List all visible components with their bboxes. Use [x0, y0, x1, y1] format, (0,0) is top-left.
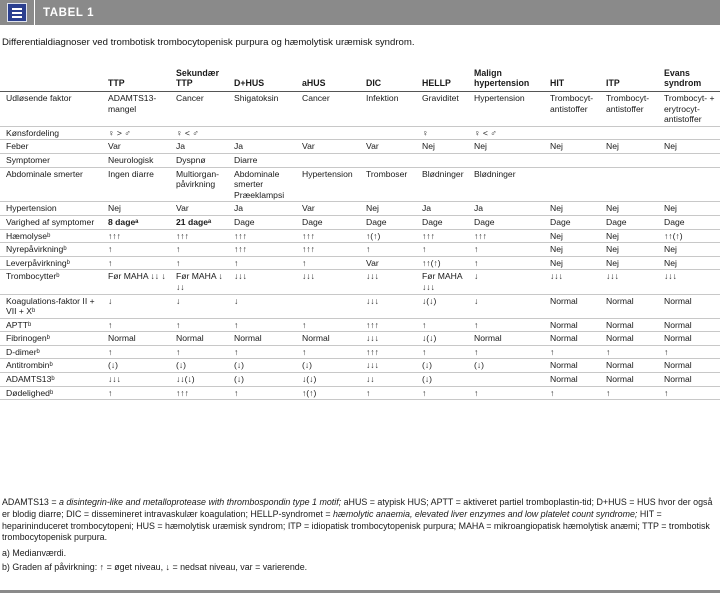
table-cell: ↑↑(↑) — [420, 256, 472, 270]
table-cell: Nej — [548, 229, 604, 243]
table-cell: ↓↓↓ — [364, 359, 420, 373]
table-cell: Var — [174, 202, 232, 216]
table-cell: ↑↑↑ — [174, 386, 232, 400]
table-cell: Hypertension — [300, 167, 364, 202]
table-cell: Diarre — [232, 153, 300, 167]
table-cell: ↑↑↑ — [106, 229, 174, 243]
table-cell — [420, 153, 472, 167]
table-cell: ↑ — [106, 243, 174, 257]
table-cell: Nej — [106, 202, 174, 216]
table-cell: Ja — [174, 140, 232, 154]
table-cell: Ja — [232, 202, 300, 216]
row-label: Symptomer — [0, 153, 106, 167]
column-header: Evans syndrom — [662, 58, 720, 92]
row-label: Feber — [0, 140, 106, 154]
table-cell: Normal — [232, 332, 300, 346]
table-cell: ↑↑↑ — [300, 243, 364, 257]
row-label: Koagulations-faktor II + VII + Xᵇ — [0, 294, 106, 318]
table-cell: Normal — [662, 294, 720, 318]
table-cell: Abdominale smerter Præeklampsi — [232, 167, 300, 202]
table-cell: ↑ — [174, 345, 232, 359]
column-header: Sekundær TTP — [174, 58, 232, 92]
row-label: Nyrepåvirkningᵇ — [0, 243, 106, 257]
column-header: D+HUS — [232, 58, 300, 92]
table-cell: Dage — [548, 215, 604, 229]
table-row — [0, 153, 720, 167]
table-cell: ↑↑↑ — [232, 229, 300, 243]
table-cell: ↑ — [364, 386, 420, 400]
differential-diagnosis-table — [0, 58, 720, 400]
table-cell — [548, 126, 604, 140]
row-label: D-dimerᵇ — [0, 345, 106, 359]
table-cell: Før MAHA ↓↓↓ — [420, 270, 472, 294]
table-cell: ↑ — [300, 256, 364, 270]
table-cell — [364, 153, 420, 167]
table-cell: Dage — [232, 215, 300, 229]
table-cell: Nej — [364, 202, 420, 216]
table-cell: ↑(↑) — [364, 229, 420, 243]
table-cell: Dage — [300, 215, 364, 229]
table-cell: Før MAHA ↓ ↓↓ — [174, 270, 232, 294]
table-cell: ↓↓↓ — [662, 270, 720, 294]
table-cell: Normal — [300, 332, 364, 346]
table-cell: ↓↓↓ — [364, 270, 420, 294]
table-cell: ↑ — [662, 386, 720, 400]
table-cell: ↑↑↑ — [232, 243, 300, 257]
table-row — [0, 359, 720, 373]
table-cell: ↑ — [106, 345, 174, 359]
table-cell: (↓) — [232, 373, 300, 387]
table-cell — [548, 153, 604, 167]
bottom-rule — [0, 590, 720, 593]
table-cell: ↑ — [106, 318, 174, 332]
table-cell: ↑ — [548, 345, 604, 359]
table-cell: Cancer — [174, 92, 232, 127]
column-header: TTP — [106, 58, 174, 92]
table-cell: ↑ — [472, 345, 548, 359]
column-header: aHUS — [300, 58, 364, 92]
table-cell — [662, 153, 720, 167]
table-cell: Normal — [662, 332, 720, 346]
table-cell: ↑ — [174, 318, 232, 332]
row-label: Dødelighedᵇ — [0, 386, 106, 400]
table-cell: Var — [300, 202, 364, 216]
table-cell: Nej — [604, 243, 662, 257]
table-cell: (↓) — [232, 359, 300, 373]
row-label: ADAMTS13ᵇ — [0, 373, 106, 387]
table-cell — [300, 294, 364, 318]
table-cell: (↓) — [106, 359, 174, 373]
table-cell: Blødninger — [472, 167, 548, 202]
table-cell: ↑ — [662, 345, 720, 359]
table-cell — [364, 126, 420, 140]
table-footnotes — [2, 497, 718, 576]
table-cell: ↑↑↑ — [420, 229, 472, 243]
row-label: Leverpåvirkningᵇ — [0, 256, 106, 270]
table-cell: ↓↓↓ — [106, 373, 174, 387]
table-cell: ↓↓↓ — [232, 270, 300, 294]
table-row — [0, 373, 720, 387]
row-label: Abdominale smerter — [0, 167, 106, 202]
table-cell: ↑ — [364, 243, 420, 257]
table-cell: ↑ — [420, 243, 472, 257]
table-cell: Multiorgan-påvirkning — [174, 167, 232, 202]
table-cell: Nej — [548, 202, 604, 216]
row-label: Kønsfordeling — [0, 126, 106, 140]
table-cell: Hypertension — [472, 92, 548, 127]
table-cell: (↓) — [420, 359, 472, 373]
table-cell: Var — [364, 256, 420, 270]
table-cell: Var — [300, 140, 364, 154]
table-cell: Normal — [662, 359, 720, 373]
table-cell: Dage — [662, 215, 720, 229]
header-row — [0, 58, 720, 92]
table-cell: ♀ — [420, 126, 472, 140]
table-cell: Nej — [662, 140, 720, 154]
table-cell: Nej — [420, 140, 472, 154]
table-cell: ↑ — [472, 243, 548, 257]
table-row — [0, 256, 720, 270]
table-cell: ↑ — [300, 318, 364, 332]
table-cell: Normal — [604, 318, 662, 332]
table-cell: Dage — [420, 215, 472, 229]
table-cell: Ja — [472, 202, 548, 216]
table-cell: Normal — [548, 359, 604, 373]
table-cell: ↓↓(↓) — [174, 373, 232, 387]
table-cell: ↑↑(↑) — [662, 229, 720, 243]
table-cell: Trombocyt- + erytrocyt-antistoffer — [662, 92, 720, 127]
row-label: Trombocytterᵇ — [0, 270, 106, 294]
table-cell: ♀ < ♂ — [174, 126, 232, 140]
table-cell — [548, 167, 604, 202]
table-cell: Før MAHA ↓↓ ↓ — [106, 270, 174, 294]
table-row — [0, 345, 720, 359]
row-label: Varighed af symptomer — [0, 215, 106, 229]
table-cell: ↓↓↓ — [364, 294, 420, 318]
table-cell: ↑ — [604, 386, 662, 400]
table-cell: Nej — [548, 256, 604, 270]
table-cell — [232, 126, 300, 140]
abbr-italic-1: a disintegrin-like and metalloprotease with thrombospondin type 1 motif; — [58, 497, 342, 507]
table-row — [0, 332, 720, 346]
table-cell — [604, 153, 662, 167]
table-cell: ↑ — [174, 256, 232, 270]
table-cell: Normal — [472, 332, 548, 346]
table-list-icon — [7, 3, 27, 22]
table-cell: ↑ — [300, 345, 364, 359]
table-cell: ↑ — [420, 345, 472, 359]
row-label: Antitrombinᵇ — [0, 359, 106, 373]
table-cell: ↑ — [232, 345, 300, 359]
abbreviations — [2, 497, 718, 544]
table-cell: (↓) — [300, 359, 364, 373]
table-cell: Var — [364, 140, 420, 154]
table-cell: Nej — [604, 256, 662, 270]
table-cell: ↓↓ — [364, 373, 420, 387]
table-cell: ↓ — [232, 294, 300, 318]
table-cell: ↑↑↑ — [300, 229, 364, 243]
table-row — [0, 229, 720, 243]
table-cell: Trombocyt-antistoffer — [548, 92, 604, 127]
table-cell: Normal — [106, 332, 174, 346]
table-cell: Dage — [364, 215, 420, 229]
table-row — [0, 140, 720, 154]
table-cell: ↑ — [420, 386, 472, 400]
table-cell: ↑ — [106, 256, 174, 270]
table-cell: ↓↓↓ — [300, 270, 364, 294]
table-cell — [604, 167, 662, 202]
row-label: Hæmolyseᵇ — [0, 229, 106, 243]
column-header: Malign hypertension — [472, 58, 548, 92]
table-cell: ↑↑↑ — [364, 345, 420, 359]
table-cell: ↓(↓) — [420, 332, 472, 346]
row-label: Fibrinogenᵇ — [0, 332, 106, 346]
table-cell: Dage — [472, 215, 548, 229]
table-cell: (↓) — [420, 373, 472, 387]
abbr-text-2: aHUS = atypisk HUS; APTT = aktiveret partiel tromboplastin-tid; D+HUS = HUS hvor der også er blodig diarre; DIC = dissemineret intravaskulær koagulation; HELLP-syndromet = — [2, 497, 713, 519]
table-row — [0, 270, 720, 294]
table-cell: ↓↓↓ — [548, 270, 604, 294]
table-cell: ↑ — [472, 318, 548, 332]
header-cell-empty — [0, 58, 106, 92]
table-row — [0, 202, 720, 216]
table-cell: Normal — [604, 373, 662, 387]
table-cell: Nej — [548, 243, 604, 257]
table-cell — [300, 153, 364, 167]
table-cell: ↑↑↑ — [472, 229, 548, 243]
table-cell: ↓ — [472, 294, 548, 318]
table-row — [0, 243, 720, 257]
table-cell: Normal — [604, 294, 662, 318]
table-cell: ↓↓↓ — [604, 270, 662, 294]
footnote-a: a) Medianværdi. — [2, 548, 67, 559]
table-cell: 21 dageᵃ — [174, 215, 232, 229]
table-cell: Normal — [548, 332, 604, 346]
table-row — [0, 318, 720, 332]
table-row — [0, 92, 720, 127]
table-cell: ↑ — [232, 386, 300, 400]
table-cell: Blødninger — [420, 167, 472, 202]
table-header-bar — [0, 0, 720, 25]
table-cell: ↓(↓) — [420, 294, 472, 318]
table-cell: ↑ — [604, 345, 662, 359]
table-cell — [472, 153, 548, 167]
table-cell — [604, 126, 662, 140]
table-cell: ↓ — [174, 294, 232, 318]
table-cell: Normal — [604, 359, 662, 373]
footnote-b: b) Graden af påvirkning: ↑ = øget niveau, ↓ = nedsat niveau, var = varierende. — [2, 561, 308, 572]
column-header: ITP — [604, 58, 662, 92]
table-cell: Nej — [604, 202, 662, 216]
table-cell: Normal — [662, 318, 720, 332]
table-cell: Ja — [232, 140, 300, 154]
table-cell: Nej — [662, 256, 720, 270]
table-row — [0, 294, 720, 318]
table-cell: Nej — [548, 140, 604, 154]
table-cell: Dage — [604, 215, 662, 229]
table-body — [0, 92, 720, 400]
table-cell: ↓↓↓ — [364, 332, 420, 346]
table-cell: Nej — [604, 140, 662, 154]
abbr-text-3: HIT = heparininduceret trombocytopeni; HUS = hæmolytisk uræmisk syndrom; ITP = idiopatisk trombocytopenisk purpura; MAHA = mikroangiopatisk hæmolytisk anæmi; TTP = trombotisk trombocytopenisk purpura. — [2, 508, 710, 543]
table-cell: Cancer — [300, 92, 364, 127]
table-cell: Var — [106, 140, 174, 154]
column-header: DIC — [364, 58, 420, 92]
table-row — [0, 215, 720, 229]
table-cell: Dyspnø — [174, 153, 232, 167]
table-cell: Normal — [662, 373, 720, 387]
table-cell: ↑ — [232, 256, 300, 270]
abbr-italic-2: hæmolytic anaemia, elevated liver enzymes and low platelet count syndrome; — [333, 508, 638, 519]
table-cell: Normal — [604, 332, 662, 346]
table-cell: Tromboser — [364, 167, 420, 202]
table-cell: 8 dageᵃ — [106, 215, 174, 229]
table-cell: ↑ — [106, 386, 174, 400]
table-cell: Normal — [174, 332, 232, 346]
table-cell: Nej — [604, 229, 662, 243]
table-cell: Nej — [662, 202, 720, 216]
table-cell: Nej — [662, 243, 720, 257]
table-cell: ♀ < ♂ — [472, 126, 548, 140]
table-row — [0, 386, 720, 400]
header-divider — [34, 0, 35, 25]
table-cell: ↑ — [472, 256, 548, 270]
table-cell: Nej — [472, 140, 548, 154]
table-cell: ↑ — [232, 318, 300, 332]
table-cell: Shigatoksin — [232, 92, 300, 127]
abbr-text-1: ADAMTS13 = — [2, 497, 59, 507]
table-cell: Normal — [548, 294, 604, 318]
table-cell: ↑(↑) — [300, 386, 364, 400]
table-row — [0, 167, 720, 202]
table-cell: (↓) — [472, 359, 548, 373]
table-cell: Infektion — [364, 92, 420, 127]
table-cell: ↓ — [472, 270, 548, 294]
table-cell: ↑ — [420, 318, 472, 332]
table-caption: Differentialdiagnoser ved trombotisk trombocytopenisk purpura og hæmolytisk uræmisk syndrom. — [2, 37, 415, 48]
table-cell: ↓(↓) — [300, 373, 364, 387]
table-cell: Trombocyt-antistoffer — [604, 92, 662, 127]
table-cell: ♀ > ♂ — [106, 126, 174, 140]
table-cell: ↑ — [472, 386, 548, 400]
table-cell: ↑↑↑ — [364, 318, 420, 332]
table-cell: Graviditet — [420, 92, 472, 127]
row-label: APTTᵇ — [0, 318, 106, 332]
table-cell: Normal — [548, 318, 604, 332]
table-cell: ↑↑↑ — [174, 229, 232, 243]
column-header: HELLP — [420, 58, 472, 92]
table-cell: ↑ — [174, 243, 232, 257]
table-cell: Ja — [420, 202, 472, 216]
row-label: Udløsende faktor — [0, 92, 106, 127]
table-cell: (↓) — [174, 359, 232, 373]
table-cell: Normal — [548, 373, 604, 387]
table-cell — [662, 126, 720, 140]
table-head — [0, 58, 720, 92]
table-cell: ↑ — [548, 386, 604, 400]
table-label: TABEL 1 — [43, 6, 95, 19]
table-cell: Ingen diarre — [106, 167, 174, 202]
table-cell — [472, 373, 548, 387]
row-label: Hypertension — [0, 202, 106, 216]
table-cell: Neurologisk — [106, 153, 174, 167]
table-cell — [662, 167, 720, 202]
table-row — [0, 126, 720, 140]
column-header: HIT — [548, 58, 604, 92]
table-cell — [300, 126, 364, 140]
table-cell: ADAMTS13-mangel — [106, 92, 174, 127]
table-cell: ↓ — [106, 294, 174, 318]
